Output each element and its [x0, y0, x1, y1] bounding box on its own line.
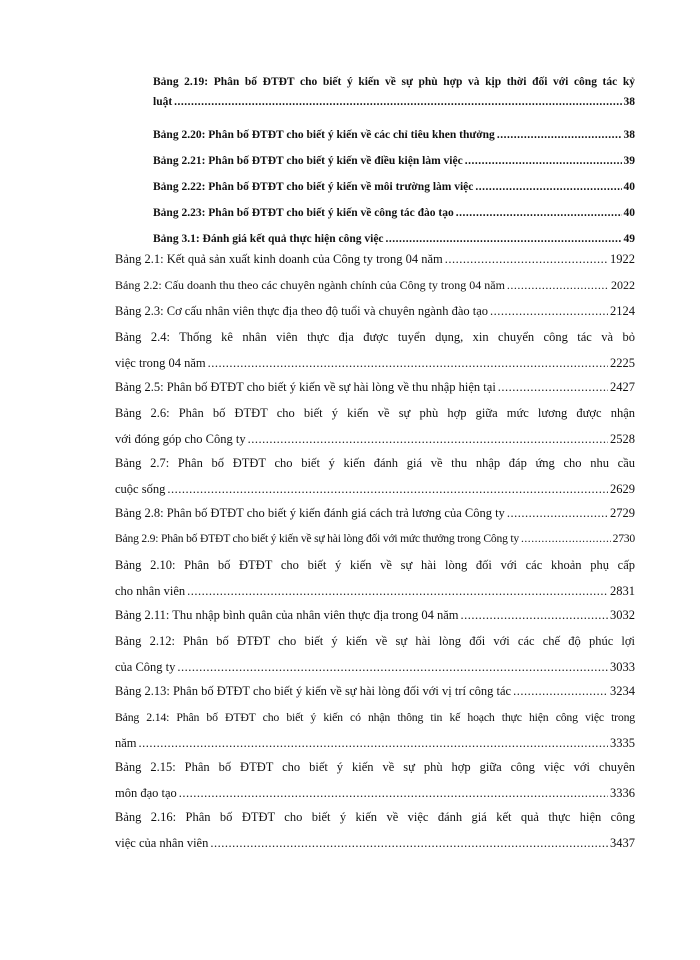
toc-entry-page: 3335 [610, 736, 635, 750]
toc-entry-title: Bảng 2.21: Phân bố ĐTĐT cho biết ý kiến về điều kiện làm việc [153, 155, 463, 167]
dot-leader [497, 122, 622, 148]
toc-entry-title: Bảng 2.8: Phân bố ĐTĐT cho biết ý kiến đánh giá cách trả lương của Công ty [115, 506, 505, 520]
toc-entry-2-20[interactable] [153, 122, 635, 148]
toc-entry-page: 3437 [610, 836, 635, 850]
toc-entry-page: 2629 [610, 482, 635, 496]
toc-entry-title-cont: luật [153, 96, 173, 108]
toc-entry-page: 39 [623, 155, 635, 167]
toc-entry-title: Bảng 2.9: Phân bố ĐTĐT cho biết ý kiến về sự hài lòng đối với mức thưởng trong Công ty [115, 532, 519, 545]
toc-entry-title: Bảng 2.13: Phân bố ĐTĐT cho biết ý kiến về sự hài lòng đối với vị trí công tác [115, 684, 512, 698]
dot-leader [248, 426, 608, 452]
toc-entry-title: Bảng 2.19: Phân bố ĐTĐT cho biết ý kiến về sự phù hợp và kịp thời đối với công tác kỷ [153, 76, 635, 88]
toc-entry-2-14[interactable] [115, 704, 635, 756]
toc-entry-title: Bảng 2.10: Phân bố ĐTĐT cho biết ý kiến về sự hài lòng đối với các khoản phụ cấp [115, 558, 635, 572]
toc-entry-2-9[interactable] [115, 526, 635, 552]
toc-entry-page: 49 [623, 233, 635, 245]
dot-leader [507, 500, 608, 526]
dot-leader [139, 730, 608, 756]
toc-entry-2-13[interactable] [115, 678, 635, 704]
dot-leader [507, 272, 609, 298]
dot-leader [187, 578, 608, 604]
toc-entry-page: 2729 [610, 506, 635, 520]
toc-entry-title: Bảng 2.1: Kết quả sản xuất kinh doanh của Công ty trong 04 năm [115, 252, 443, 266]
dot-leader [465, 148, 622, 174]
dot-leader [490, 298, 608, 324]
toc-entry-2-11[interactable] [115, 602, 635, 628]
dot-leader [456, 200, 622, 226]
toc-entry-title: Bảng 2.5: Phân bố ĐTĐT cho biết ý kiến về sự hài lòng về thu nhập hiện tại [115, 380, 496, 394]
toc-entry-title: Bảng 2.3: Cơ cấu nhân viên thực địa theo độ tuổi và chuyên ngành đào tạo [115, 304, 489, 318]
toc-entry-page: 2427 [610, 380, 635, 394]
toc-entry-2-1[interactable] [115, 246, 635, 272]
dot-leader [179, 780, 608, 806]
dot-leader [210, 830, 608, 856]
toc-entry-title-cont: cuộc sống [115, 482, 166, 496]
dot-leader [167, 476, 608, 502]
toc-entry-page: 38 [623, 129, 635, 141]
toc-entry-page: 2225 [610, 356, 635, 370]
toc-entry-2-10[interactable] [115, 552, 635, 604]
toc-entry-title: Bảng 2.7: Phân bố ĐTĐT cho biết ý kiến đánh giá về thu nhập đáp ứng cho nhu cầu [115, 456, 635, 470]
toc-entry-title: Bảng 2.20: Phân bố ĐTĐT cho biết ý kiến về các chỉ tiêu khen thưởng [153, 129, 495, 141]
toc-entry-2-12[interactable] [115, 628, 635, 680]
dot-leader [177, 654, 608, 680]
toc-entry-2-3[interactable] [115, 298, 635, 324]
toc-entry-title: Bảng 2.16: Phân bố ĐTĐT cho biết ý kiến về việc đánh giá kết quả thực hiện công [115, 810, 635, 824]
dot-leader [208, 350, 608, 376]
toc-entry-page: 2831 [610, 584, 635, 598]
dot-leader [498, 374, 608, 400]
toc-entry-title-cont: cho nhân viên [115, 584, 186, 598]
toc-entry-title: Bảng 2.12: Phân bố ĐTĐT cho biết ý kiến về sự hài lòng đối với các chế độ phúc lợi [115, 634, 635, 648]
dot-leader [521, 526, 611, 552]
toc-entry-title: Bảng 2.11: Thu nhập bình quân của nhân viên thực địa trong 04 năm [115, 608, 459, 622]
toc-entry-page: 3336 [610, 786, 635, 800]
toc-entry-title: Bảng 2.14: Phân bố ĐTĐT cho biết ý kiến có nhận thông tin kế hoạch thực hiện công việc trong [115, 710, 635, 724]
toc-entry-2-21[interactable] [153, 148, 635, 174]
toc-entry-title: Bảng 2.2: Cấu doanh thu theo các chuyên ngành chính của Công ty trong 04 năm [115, 278, 505, 292]
toc-entry-title: Bảng 2.6: Phân bố ĐTĐT cho biết ý kiến về sự phù hợp giữa mức lương được nhận [115, 406, 635, 420]
toc-entry-page: 2022 [611, 278, 635, 292]
toc-entry-2-2[interactable] [115, 272, 635, 298]
toc-entry-2-15[interactable] [115, 754, 635, 806]
toc-entry-page: 2528 [610, 432, 635, 446]
toc-entry-title: Bảng 3.1: Đánh giá kết quả thực hiện công việc [153, 233, 384, 245]
toc-entry-page: 38 [623, 96, 635, 108]
toc-entry-2-7[interactable] [115, 450, 635, 502]
toc-entry-title: Bảng 2.4: Thống kê nhân viên thực địa được tuyển dụng, xin chuyển công tác và bỏ [115, 330, 635, 344]
toc-entry-2-6[interactable] [115, 400, 635, 452]
dot-leader [475, 174, 621, 200]
toc-entry-title-cont: việc của nhân viên [115, 836, 209, 850]
toc-entry-2-23[interactable] [153, 200, 635, 226]
toc-entry-page: 1922 [610, 252, 635, 266]
toc-entry-title-cont: môn đạo tạo [115, 786, 177, 800]
toc-entry-page: 3033 [610, 660, 635, 674]
toc-entry-2-4[interactable] [115, 324, 635, 376]
toc-entry-page: 2124 [610, 304, 635, 318]
toc-entry-2-8[interactable] [115, 500, 635, 526]
toc-entry-title: Bảng 2.22: Phân bố ĐTĐT cho biết ý kiến về môi trường làm việc [153, 181, 474, 193]
toc-entry-2-19[interactable] [153, 72, 635, 112]
toc-entry-2-16[interactable] [115, 804, 635, 856]
toc-entry-title-cont: việc trong 04 năm [115, 356, 206, 370]
toc-entry-title: Bảng 2.15: Phân bố ĐTĐT cho biết ý kiến về sự phù hợp giữa công việc với chuyên [115, 760, 635, 774]
dot-leader [513, 678, 608, 704]
toc-entry-2-22[interactable] [153, 174, 635, 200]
toc-entry-page: 2730 [612, 532, 635, 545]
dot-leader [461, 602, 608, 628]
dot-leader [445, 246, 608, 272]
toc-entry-title-cont: năm [115, 736, 137, 750]
toc-entry-2-5[interactable] [115, 374, 635, 400]
toc-entry-title-cont: với đóng góp cho Công ty [115, 432, 246, 446]
toc-entry-page: 3032 [610, 608, 635, 622]
toc-entry-page: 40 [623, 181, 635, 193]
toc-entry-page: 40 [623, 207, 635, 219]
toc-entry-title: Bảng 2.23: Phân bố ĐTĐT cho biết ý kiến về công tác đào tạo [153, 207, 454, 219]
dot-leader [174, 92, 621, 112]
toc-entry-page: 3234 [610, 684, 635, 698]
toc-entry-title-cont: của Công ty [115, 660, 176, 674]
